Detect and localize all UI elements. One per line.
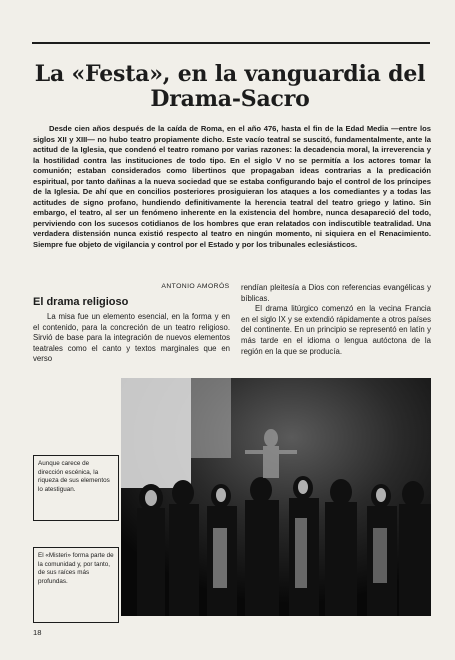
left-column: [33, 312, 230, 365]
article-title: [20, 62, 440, 112]
page-number: 18: [33, 628, 42, 637]
lead-text: Desde cien años después de la caída de Roma, en el año 476, hasta el fin de la Edad Media —entre los siglos XII y XIII— no hubo teatro propiamente dicho. Este vacío teatral se suscitó, fundamentalmente, ante la actitud de la Iglesia, que condenó el teatro romano por varias razones: la decadencia moral, la irreverencia y la hostilidad contra las instituciones de todo tipo. En el siglo V no se permitía a los actores tomar la comunión; estaban considerados como libertinos que propagaban ideas contrarias a la predicación espiritual, por tanto dañinas a la nueva sociedad que se estaba configurando bajo el control de los príncipes de la Iglesia. De ahí que en concilios posteriores prosiguieran los ataques a los comediantes y a todas las actitudes de signo profano, hundiendo definitivamente la herencia teatral del teatro griego y latino. Sin embargo, el teatro, al ser un fenómeno inherente en la existencia del hombre, nunca desapareció del todo, perviviendo con los sucesos cotidianos de los hombres que eran relatados con indiscutible teatralidad. Una verdadera distensión nunca existió respecto al teatro en ningún momento, ni siquiera en el Renacimiento. Siempre fue objeto de vigilancia y control por el Estado y por los tribunales eclesiásticos.: [33, 124, 431, 249]
caption-1-text: Aunque carece de dirección escénica, la riqueza de sus elementos lo atestiguan.: [38, 460, 110, 493]
caption-2-text: El «Misteri» forma parte de la comunidad y, por tanto, de sus raíces más profundas.: [38, 552, 114, 585]
title-line-1: La «Festa», en la vanguardia del: [34, 61, 426, 87]
section-heading: El drama religioso: [33, 296, 129, 308]
top-rule: [32, 42, 430, 44]
right-column: [241, 283, 431, 357]
right-column-paragraph-2: El drama litúrgico comenzó en la vecina Francia en el siglo IX y se extendió rápidamente a otros países del continente. En un principio se representó en latín y más tarde en el idioma o lengua autóctona de la región en la que se producía.: [241, 304, 431, 356]
photo-caption-1: [33, 455, 119, 521]
photo-caption-2: [33, 547, 119, 623]
left-column-text: La misa fue un elemento esencial, en la forma y en el contenido, para la concreción de un teatro religioso. Sirvió de base para la integración de nuevos elementos teatrales como el canto y textos marginales que en verso: [33, 312, 230, 364]
photo-illustration: [121, 378, 431, 616]
author-byline: ANTONIO AMORÓS: [161, 283, 230, 290]
procession-photo: [121, 378, 431, 616]
title-line-2: Drama-Sacro: [150, 86, 310, 112]
right-column-paragraph-1: rendían pleitesía a Dios con referencias evangélicas y bíblicas.: [241, 283, 431, 303]
lead-paragraph: [33, 124, 431, 250]
